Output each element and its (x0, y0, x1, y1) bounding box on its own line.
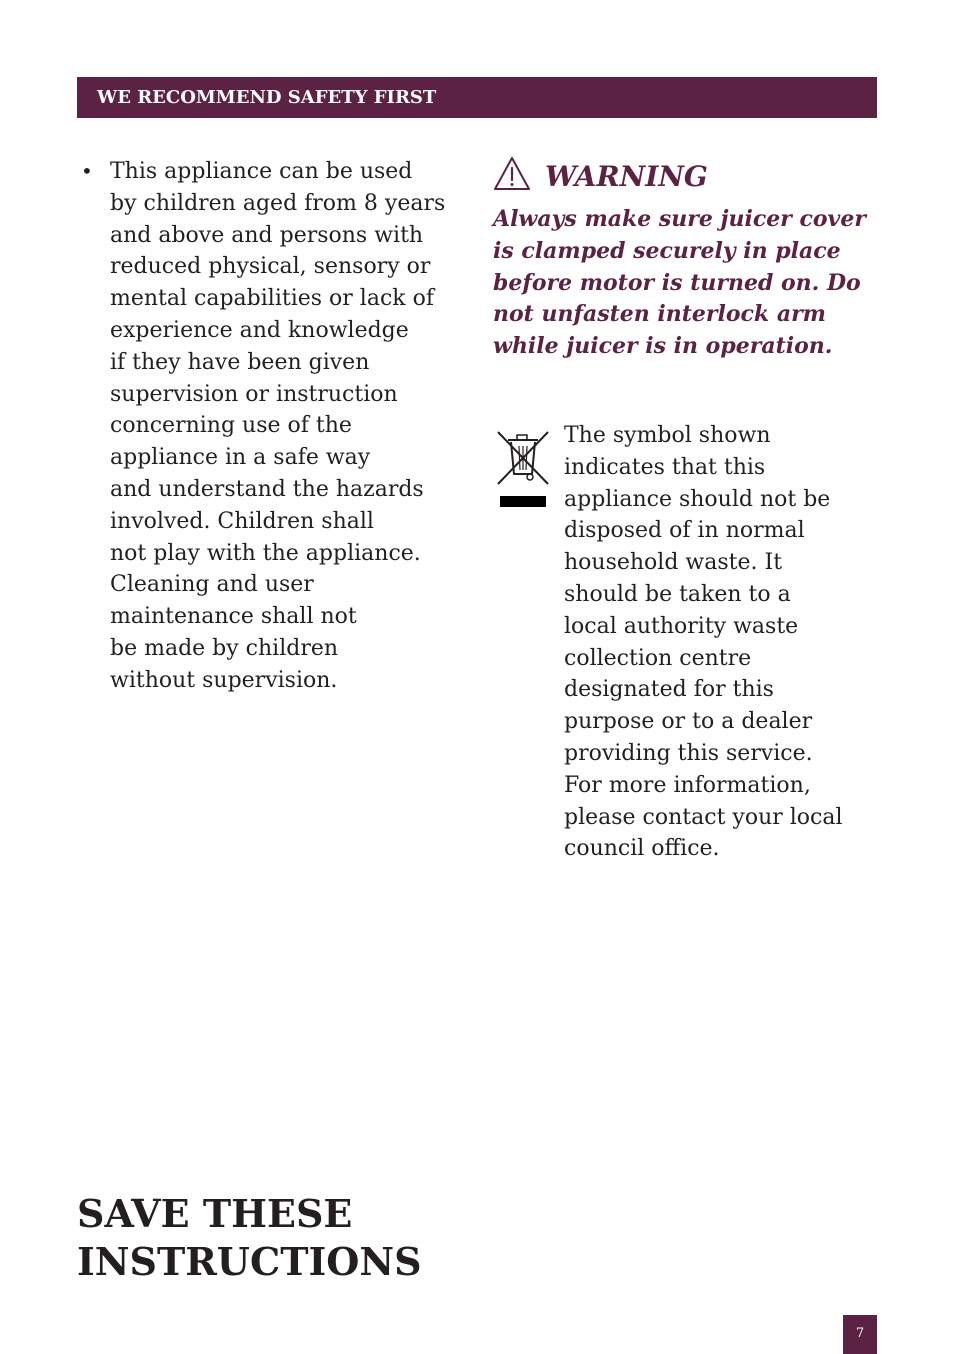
warning-title: WARNING (545, 160, 708, 193)
section-header-bar (77, 77, 877, 118)
safety-bullet-text: This appliance can be used by children aged from 8 years and above and persons with reduced physical, sensory or mental capabilities or lack of experience and knowledge if they have been given supervision or instruction concerning use of the appliance in a safe way and understand the hazards involved. Children shall not play with the appliance. Cleaning and user maintenance shall not be made by children without supervision. (110, 159, 446, 693)
section-header-title: WE RECOMMEND SAFETY FIRST (97, 87, 437, 108)
save-instructions-heading: SAVE THESE INSTRUCTIONS (77, 1191, 422, 1284)
crossed-out-wheelie-bin-icon (493, 426, 553, 512)
warning-triangle-icon (493, 156, 531, 192)
disposal-notice-text: The symbol shown indicates that this appliance should not be disposed of in normal household waste. It should be taken to a local authority waste collection centre designated for this purpose or to a dealer providing this service. For more information, please contact your local council office. (564, 423, 843, 862)
page-number: 7 (855, 1326, 865, 1341)
warning-heading (493, 154, 888, 198)
bullet-marker: • (81, 159, 93, 183)
page-number-badge (843, 1315, 877, 1354)
warning-text: Always make sure juicer cover is clamped securely in place before motor is turned on. Do not unfasten interlock arm while juicer is in operation. (493, 206, 866, 360)
